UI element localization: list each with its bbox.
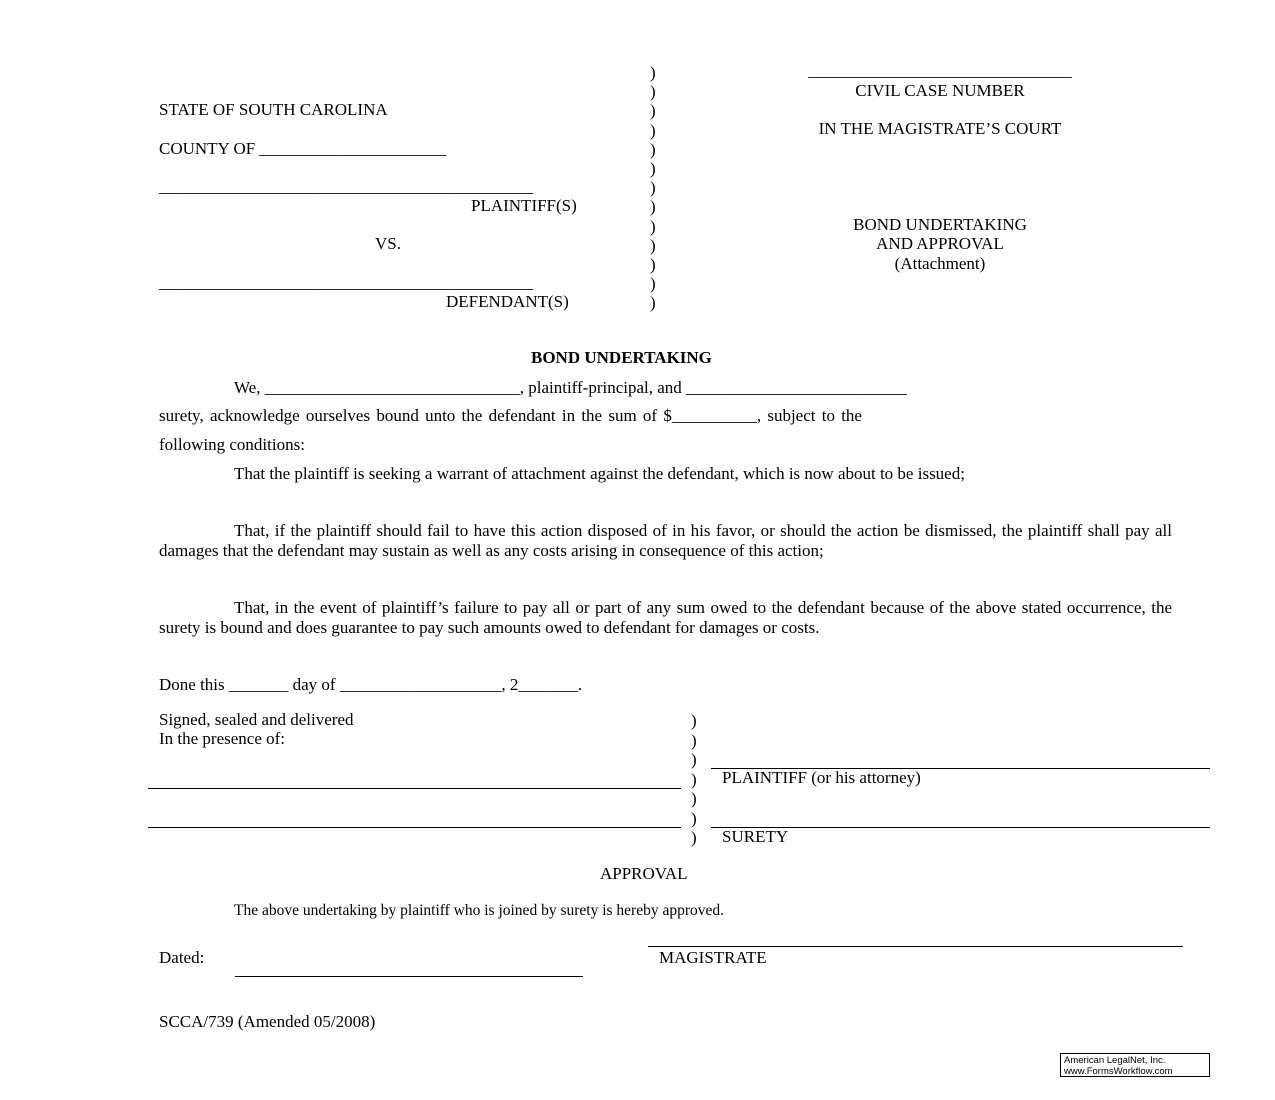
dated-label: Dated: <box>159 948 205 967</box>
case-number-line[interactable]: _______________________________ <box>808 61 1072 80</box>
vendor-name: American LegalNet, Inc. <box>1064 1055 1166 1066</box>
surety-line[interactable]: surety, acknowledge ourselves bound unto the defendant in the sum of $__________, subject to the <box>159 406 862 425</box>
header-paren-column: ) ) ) ) ) ) ) ) ) ) ) ) ) <box>650 63 656 313</box>
surety-signature-label: SURETY <box>722 827 789 846</box>
plaintiff-signature-label: PLAINTIFF (or his attorney) <box>722 768 921 787</box>
approval-title: APPROVAL <box>600 864 688 883</box>
court-label: IN THE MAGISTRATE’S COURT <box>818 119 1062 138</box>
magistrate-signature-line[interactable] <box>648 946 1183 947</box>
county-field[interactable]: COUNTY OF ______________________ <box>159 139 447 158</box>
case-number-label: CIVIL CASE NUMBER <box>855 81 1025 100</box>
defendant-name-line[interactable]: ____________________________________________ <box>159 273 533 292</box>
signed-sealed-label: Signed, sealed and delivered <box>159 710 354 729</box>
condition-paragraph-1: That the plaintiff is seeking a warrant of attachment against the defendant, which is now about to be issued; <box>234 464 965 483</box>
vendor-url[interactable]: www.FormsWorkflow.com <box>1064 1066 1173 1077</box>
done-this-line[interactable]: Done this _______ day of ___________________, 2_______. <box>159 675 583 694</box>
dated-line[interactable] <box>235 976 583 977</box>
doc-title-line-3: (Attachment) <box>894 254 986 273</box>
conditions-label: following conditions: <box>159 435 305 454</box>
plaintiff-name-line[interactable]: ____________________________________________ <box>159 177 533 196</box>
condition-paragraph-3: That, in the event of plaintiff’s failure to pay all or part of any sum owed to the defendant because of the above stated occurrence, the surety is bound and does guarantee to pay such amounts owed to defendant for damages or costs. <box>159 598 1172 637</box>
vendor-box <box>1060 1053 1210 1077</box>
presence-label: In the presence of: <box>159 729 286 748</box>
state-label: STATE OF SOUTH CAROLINA <box>159 100 388 119</box>
plaintiff-label: PLAINTIFF(S) <box>471 196 577 215</box>
vs-label: VS. <box>375 234 401 253</box>
doc-title-line-2: AND APPROVAL <box>876 234 1004 253</box>
defendant-label: DEFENDANT(S) <box>446 292 569 311</box>
witness-signature-line-1[interactable] <box>148 788 681 789</box>
approval-text: The above undertaking by plaintiff who is joined by surety is hereby approved. <box>234 902 724 919</box>
witness-signature-line-2[interactable] <box>148 827 681 828</box>
section-title: BOND UNDERTAKING <box>531 348 712 367</box>
we-line[interactable]: We, ______________________________, plaintiff-principal, and __________________________ <box>234 378 908 397</box>
magistrate-label: MAGISTRATE <box>659 948 767 967</box>
condition-paragraph-2: That, if the plaintiff should fail to have this action disposed of in his favor, or should the action be dismissed, the plaintiff shall pay all damages that the defendant may sustain as well as any costs arising in consequence of this action; <box>159 521 1172 560</box>
signature-paren-column: ) ) ) ) ) ) ) <box>691 711 697 847</box>
doc-title-line-1: BOND UNDERTAKING <box>853 215 1027 234</box>
form-id: SCCA/739 (Amended 05/2008) <box>159 1012 376 1031</box>
